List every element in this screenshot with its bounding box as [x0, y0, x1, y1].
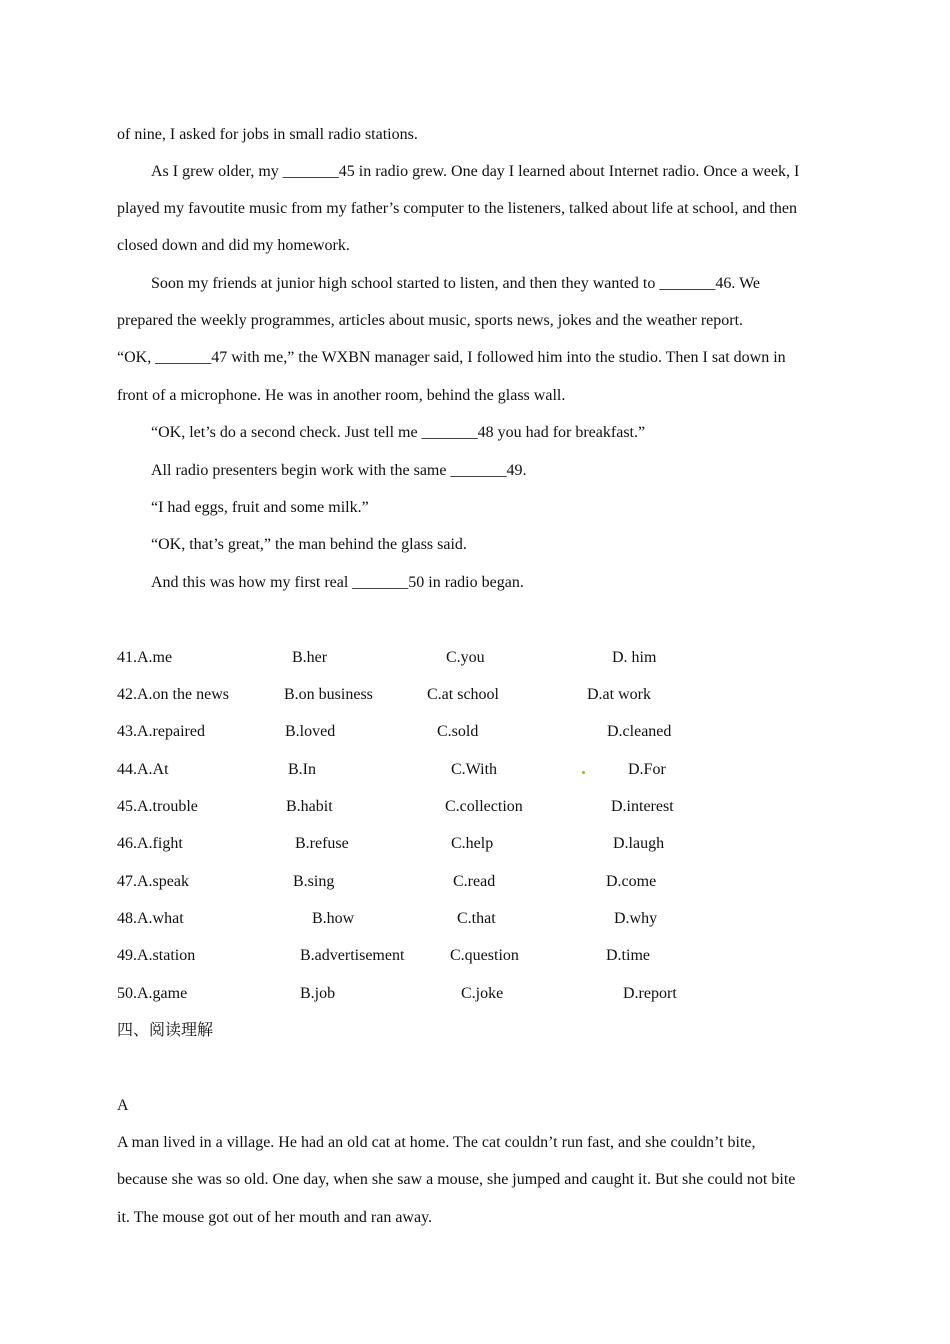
passage-line: it. The mouse got out of her mouth and ran away. [117, 1209, 433, 1226]
option-a: 41.A.me [117, 649, 173, 666]
option-d: D.time [606, 947, 650, 964]
option-c: C.that [457, 910, 496, 927]
option-d: D.For [628, 761, 666, 778]
passage-line: because she was so old. One day, when she saw a mouse, she jumped and caught it. But she could not bite [117, 1171, 796, 1188]
option-c: C.help [451, 835, 494, 852]
option-d: D.cleaned [607, 723, 672, 740]
option-b: B.In [288, 761, 316, 778]
option-row-48 [0, 909, 950, 929]
passage-line: As I grew older, my _______45 in radio grew. One day I learned about Internet radio. Once a week, I [151, 163, 800, 180]
option-c: C.collection [445, 798, 523, 815]
option-row-45 [0, 797, 950, 817]
option-c: C.sold [437, 723, 479, 740]
passage-line: And this was how my first real _______50 in radio began. [151, 574, 524, 591]
passage-line: played my favoutite music from my father’s computer to the listeners, talked about life at school, and then [117, 200, 797, 217]
option-b: B.how [312, 910, 355, 927]
passage-line: “OK, _______47 with me,” the WXBN manager said, I followed him into the studio. Then I sat down in [117, 349, 786, 366]
passage-line: closed down and did my homework. [117, 237, 350, 254]
option-a: 50.A.game [117, 985, 188, 1002]
passage-label: A [117, 1097, 129, 1114]
option-b: B.advertisement [300, 947, 405, 964]
passage-line: “OK, that’s great,” the man behind the glass said. [151, 536, 467, 553]
option-c: C.joke [461, 985, 504, 1002]
section-heading: 四、阅读理解 [117, 1022, 214, 1039]
passage-line: All radio presenters begin work with the same _______49. [151, 462, 527, 479]
passage-line: front of a microphone. He was in another room, behind the glass wall. [117, 387, 566, 404]
option-d: D.laugh [613, 835, 665, 852]
option-a: 46.A.fight [117, 835, 183, 852]
option-c: C.you [446, 649, 485, 666]
option-b: B.refuse [295, 835, 349, 852]
option-d: D.interest [611, 798, 674, 815]
option-row-41 [0, 648, 950, 668]
option-row-43 [0, 722, 950, 742]
option-a: 42.A.on the news [117, 686, 229, 703]
passage-line: A man lived in a village. He had an old cat at home. The cat couldn’t run fast, and she couldn’t bite, [117, 1134, 756, 1151]
option-d: D.report [623, 985, 677, 1002]
option-c: C.at school [427, 686, 499, 703]
passage-line: “I had eggs, fruit and some milk.” [151, 499, 369, 516]
option-row-46 [0, 834, 950, 854]
option-a: 48.A.what [117, 910, 184, 927]
option-c: C.With [451, 761, 498, 778]
option-row-44 [0, 760, 950, 780]
option-a: 45.A.trouble [117, 798, 198, 815]
option-row-50 [0, 984, 950, 1004]
option-b: B.her [292, 649, 328, 666]
option-d: D.come [606, 873, 657, 890]
option-row-47 [0, 872, 950, 892]
option-c: C.read [453, 873, 496, 890]
option-b: B.on business [284, 686, 373, 703]
option-d: D.at work [587, 686, 651, 703]
option-b: B.loved [285, 723, 336, 740]
passage-line: “OK, let’s do a second check. Just tell me _______48 you had for breakfast.” [151, 424, 646, 441]
passage-line: Soon my friends at junior high school started to listen, and then they wanted to _______46. We [151, 275, 760, 292]
option-c: C.question [450, 947, 519, 964]
option-a: 44.A.At [117, 761, 169, 778]
option-b: B.job [300, 985, 336, 1002]
option-b: B.habit [286, 798, 333, 815]
stray-mark [582, 771, 585, 774]
option-row-49 [0, 946, 950, 966]
option-a: 43.A.repaired [117, 723, 205, 740]
passage-line: of nine, I asked for jobs in small radio stations. [117, 126, 418, 143]
passage-line: prepared the weekly programmes, articles about music, sports news, jokes and the weather report. [117, 312, 744, 329]
option-d: D.why [614, 910, 658, 927]
option-b: B.sing [293, 873, 335, 890]
option-d: D. him [612, 649, 657, 666]
option-a: 49.A.station [117, 947, 196, 964]
option-a: 47.A.speak [117, 873, 189, 890]
option-row-42 [0, 685, 950, 705]
